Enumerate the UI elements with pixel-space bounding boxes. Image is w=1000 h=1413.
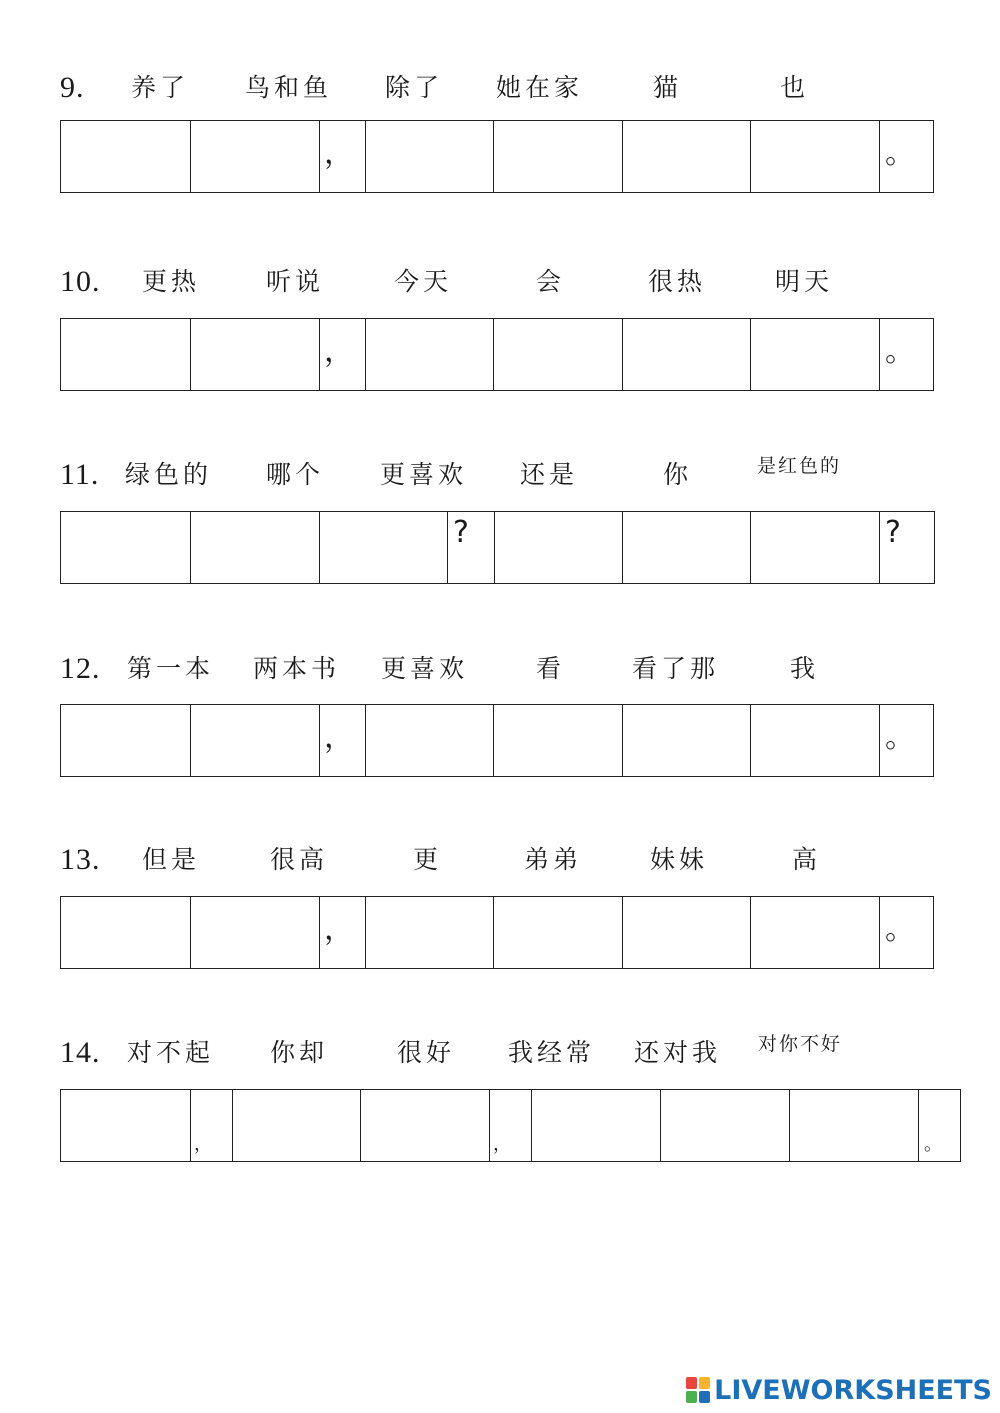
answer-slot[interactable] — [61, 512, 191, 583]
comma-mark: ， — [324, 912, 354, 947]
answer-slot[interactable] — [622, 897, 751, 968]
question-number: 12. — [60, 652, 101, 685]
question-12 — [0, 649, 1000, 779]
comma-mark: ， — [324, 334, 354, 369]
word-tile[interactable]: 鸟和鱼 — [245, 73, 333, 102]
word-tile[interactable]: 第一本 — [127, 654, 215, 683]
period-mark: 。 — [885, 136, 915, 171]
word-tile[interactable]: 她在家 — [496, 73, 584, 102]
question-mark: ? — [453, 515, 469, 550]
answer-box — [60, 120, 934, 193]
answer-slot[interactable] — [61, 897, 191, 968]
punct-cell — [879, 897, 933, 968]
answer-box — [60, 511, 935, 584]
punct-cell — [879, 705, 933, 776]
word-tile[interactable]: 对你不好 — [758, 1033, 843, 1055]
word-tile[interactable]: 很热 — [648, 267, 707, 296]
word-tile[interactable]: 很好 — [397, 1038, 456, 1067]
word-tile[interactable]: 很高 — [270, 845, 329, 874]
word-tile[interactable]: 会 — [536, 267, 566, 296]
question-number: 10. — [60, 265, 101, 298]
question-11 — [0, 455, 1000, 585]
punct-cell — [879, 319, 933, 390]
answer-slot[interactable] — [232, 1090, 361, 1161]
word-tile[interactable]: 更 — [413, 845, 443, 874]
word-tile[interactable]: 你 — [663, 460, 693, 489]
liveworksheets-logo-icon — [686, 1377, 710, 1403]
answer-slot[interactable] — [61, 1090, 191, 1161]
answer-slot[interactable] — [493, 121, 623, 192]
word-tile[interactable]: 更喜欢 — [380, 460, 468, 489]
answer-slot[interactable] — [365, 121, 494, 192]
answer-box — [60, 318, 934, 391]
word-tile[interactable]: 我经常 — [508, 1038, 596, 1067]
word-tile[interactable]: 养了 — [131, 73, 190, 102]
word-tile[interactable]: 更喜欢 — [381, 654, 469, 683]
period-mark: 。 — [885, 720, 915, 755]
answer-slot[interactable] — [360, 1090, 490, 1161]
word-tile[interactable]: 是红色的 — [757, 455, 842, 477]
word-tile[interactable]: 高 — [792, 845, 822, 874]
answer-slot[interactable] — [365, 319, 494, 390]
liveworksheets-logo[interactable] — [686, 1373, 992, 1407]
word-tile[interactable]: 看了那 — [632, 654, 720, 683]
answer-box — [60, 704, 934, 777]
answer-box — [60, 896, 934, 969]
word-tile[interactable]: 还对我 — [634, 1038, 722, 1067]
answer-slot[interactable] — [190, 121, 320, 192]
punct-cell — [190, 1090, 233, 1161]
question-number: 9. — [60, 71, 85, 104]
question-mark: ? — [885, 515, 901, 550]
question-9 — [0, 68, 1000, 198]
punct-cell — [447, 512, 495, 583]
answer-slot[interactable] — [493, 319, 623, 390]
answer-box — [60, 1089, 961, 1162]
word-tile[interactable]: 你却 — [270, 1038, 329, 1067]
answer-slot[interactable] — [750, 319, 880, 390]
word-tile[interactable]: 对不起 — [127, 1038, 215, 1067]
answer-slot[interactable] — [622, 319, 751, 390]
answer-slot[interactable] — [190, 705, 320, 776]
punct-cell — [319, 705, 366, 776]
answer-slot[interactable] — [365, 705, 494, 776]
word-tile[interactable]: 两本书 — [253, 654, 341, 683]
word-tile[interactable]: 更热 — [142, 267, 201, 296]
answer-slot[interactable] — [190, 897, 320, 968]
punct-cell — [918, 1090, 960, 1161]
period-mark: 。 — [924, 1134, 942, 1155]
answer-slot[interactable] — [531, 1090, 661, 1161]
brand-name: LIVEWORKSHEETS — [714, 1374, 992, 1406]
comma-mark: ， — [324, 136, 354, 171]
word-tile[interactable]: 哪个 — [266, 460, 325, 489]
question-number: 11. — [60, 458, 100, 491]
answer-slot[interactable] — [190, 512, 320, 583]
word-tile[interactable]: 看 — [536, 654, 566, 683]
question-13 — [0, 840, 1000, 970]
answer-slot[interactable] — [622, 512, 751, 583]
word-tile[interactable]: 今天 — [394, 267, 453, 296]
answer-slot[interactable] — [493, 897, 623, 968]
question-14 — [0, 1033, 1000, 1163]
word-tile[interactable]: 妹妹 — [650, 845, 709, 874]
word-tile[interactable]: 也 — [780, 73, 810, 102]
word-tile[interactable]: 绿色的 — [125, 460, 213, 489]
answer-slot[interactable] — [750, 705, 880, 776]
word-tile[interactable]: 弟弟 — [524, 845, 583, 874]
answer-slot[interactable] — [750, 512, 880, 583]
answer-slot[interactable] — [750, 897, 880, 968]
punct-cell — [319, 121, 366, 192]
word-tile[interactable]: 听说 — [266, 267, 325, 296]
period-mark: 。 — [885, 334, 915, 369]
comma-mark: ， — [324, 720, 354, 755]
answer-slot[interactable] — [319, 512, 448, 583]
answer-slot[interactable] — [789, 1090, 919, 1161]
answer-slot[interactable] — [750, 121, 880, 192]
answer-slot[interactable] — [622, 121, 751, 192]
answer-slot[interactable] — [494, 512, 623, 583]
question-number: 14. — [60, 1036, 101, 1069]
word-tile[interactable]: 明天 — [775, 267, 834, 296]
comma-mark: ， — [493, 1134, 511, 1155]
answer-slot[interactable] — [622, 705, 751, 776]
punct-cell — [319, 897, 366, 968]
answer-slot[interactable] — [365, 897, 494, 968]
answer-slot[interactable] — [61, 705, 191, 776]
punct-cell — [489, 1090, 532, 1161]
comma-mark: ， — [194, 1134, 212, 1155]
punct-cell — [319, 319, 366, 390]
answer-slot[interactable] — [61, 319, 191, 390]
period-mark: 。 — [885, 912, 915, 947]
answer-slot[interactable] — [660, 1090, 790, 1161]
word-tile[interactable]: 除了 — [385, 73, 444, 102]
answer-slot[interactable] — [493, 705, 623, 776]
punct-cell — [879, 121, 933, 192]
answer-slot[interactable] — [190, 319, 320, 390]
answer-slot[interactable] — [61, 121, 191, 192]
punct-cell — [879, 512, 934, 583]
word-tile[interactable]: 但是 — [142, 845, 201, 874]
word-tile[interactable]: 我 — [790, 654, 820, 683]
word-tile[interactable]: 猫 — [653, 73, 683, 102]
word-tile[interactable]: 还是 — [520, 460, 579, 489]
question-10 — [0, 262, 1000, 392]
question-number: 13. — [60, 843, 101, 876]
